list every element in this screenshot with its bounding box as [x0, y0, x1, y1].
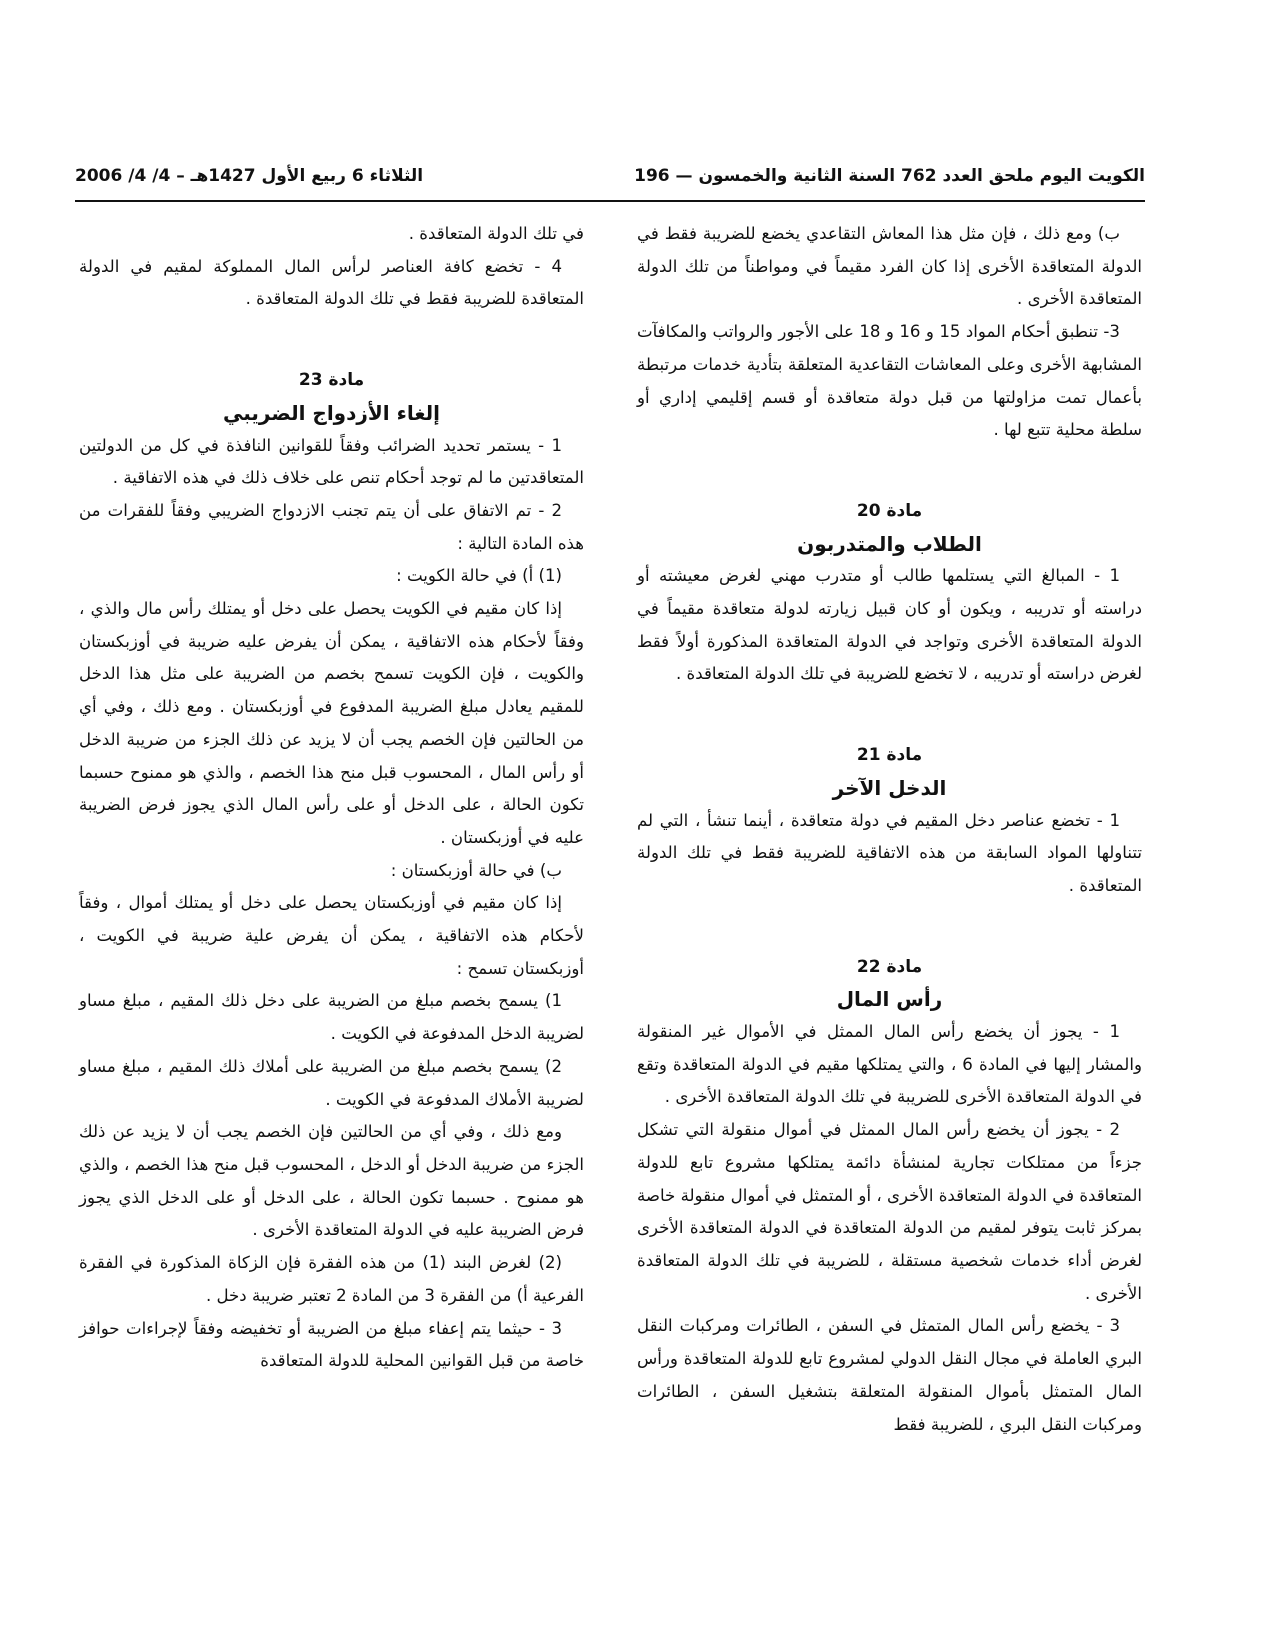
- spacer: [637, 447, 1142, 473]
- paragraph: (2) لغرض البند (1) من هذه الفقرة فإن الزكاة المذكورة في الفقرة الفرعية أ) من الفقرة 3 من المادة 2 تعتبر ضريبة دخل .: [79, 1253, 584, 1305]
- paragraph: ب) في حالة أوزبكستان :: [390, 860, 562, 880]
- article-title: الدخل الآخر: [832, 775, 947, 800]
- paragraph: (1) أ) في حالة الكويت :: [396, 566, 562, 586]
- article-number: مادة 20: [856, 500, 923, 521]
- paragraph: 1 - يستمر تحديد الضرائب وفقاً للقوانين النافذة في كل من الدولتين المتعاقدتين ما لم توجد أحكام تنص على خلاف ذلك في هذه الاتفاقية .: [79, 435, 584, 488]
- header-date: الثلاثاء 6 ربيع الأول 1427هـ – 4/ 4/ 2006: [75, 166, 424, 186]
- paragraph: ومع ذلك ، وفي أي من الحالتين فإن الخصم يجب أن لا يزيد عن ذلك الجزء من ضريبة الدخل أو الدخل ، المحسوب قبل منح هذا الخصم ، والذي هو ممنوح . حسبما تكون الحالة ، على الدخل أو على الدخل الذي يجوز فرض الضريبة عليه في الدولة المتعاقدة الأخرى .: [79, 1122, 584, 1240]
- page-header: [75, 160, 1145, 196]
- paragraph: 1) يسمح بخصم مبلغ من الضريبة على دخل ذلك المقيم ، مبلغ مساو لضريبة الدخل المدفوعة في الكويت .: [79, 991, 584, 1044]
- right-column: [637, 218, 1142, 1441]
- spacer: [79, 316, 584, 342]
- paragraph: 1 - تخضع عناصر دخل المقيم في دولة متعاقدة ، أينما تنشأ ، التي لم تتناولها المواد السابقة من هذه الاتفاقية للضريبة فقط في تلك الدولة المتعاقدة .: [637, 810, 1142, 895]
- article-title: رأس المال: [836, 987, 943, 1012]
- paragraph: 2) يسمح بخصم مبلغ من الضريبة على أملاك ذلك المقيم ، مبلغ مساو لضريبة الأملاك المدفوعة في الكويت .: [79, 1056, 584, 1109]
- paragraph: 1 - يجوز أن يخضع رأس المال الممثل في الأموال غير المنقولة والمشار إليها في المادة 6 ، والتي يمتلكها مقيم في الدولة المتعاقدة وتقع في الدولة المتعاقدة الأخرى للضريبة في تلك الدولة المتعاقدة الأخرى .: [637, 1022, 1142, 1107]
- paragraph: في تلك الدولة المتعاقدة .: [408, 224, 584, 243]
- article-number: مادة 23: [298, 370, 365, 391]
- article-title: إلغاء الأزدواج الضريبي: [223, 400, 440, 425]
- paragraph: إذا كان مقيم في الكويت يحصل على دخل أو يمتلك رأس مال والذي ، وفقاً لأحكام هذه الاتفاقية ، يمكن أن يفرض عليه ضريبة في أوزبكستان والكويت ، فإن الكويت تسمح بخصم من الضريبة على مثل هذا الدخل للمقيم يعادل مبلغ الضريبة المدفوع في أوزبكستان . ومع ذلك ، وفي أي من الحالتين فإن الخصم يجب أن لا يزيد عن ذلك الجزء من ضريبة الدخل أو رأس المال ، المحسوب قبل منح هذا الخصم ، والذي هو ممنوح حسبما تكون الحالة ، على الدخل أو على رأس المال الذي يجوز فرض الضريبة عليه في أوزبكستان .: [79, 599, 584, 847]
- header-publication: الكويت اليوم ملحق العدد 762 السنة الثانية والخمسون — 196: [634, 166, 1145, 186]
- paragraph: إذا كان مقيم في أوزبكستان يحصل على دخل أو يمتلك أموال ، وفقاً لأحكام هذه الاتفاقية ، يمكن أن يفرض علية ضريبة في الكويت ، أوزبكستان تسمح :: [79, 893, 584, 978]
- paragraph: 1 - المبالغ التي يستلمها طالب أو متدرب مهني لغرض معيشته أو دراسته أو تدريبه ، ويكون أو كان قبيل زيارته لدولة متعاقدة مقيماً في الدولة المتعاقدة الأخرى وتواجد في الدولة المتعاقدة المذكورة أولاً فقط لغرض دراسته أو تدريبه ، لا تخضع للضريبة في تلك الدولة المتعاقدة .: [637, 566, 1142, 684]
- article-number: مادة 22: [856, 956, 923, 977]
- paragraph: 3- تنطبق أحكام المواد 15 و 16 و 18 على الأجور والرواتب والمكافآت المشابهة الأخرى وعلى المعاشات التقاعدية المتعلقة بتأدية خدمات مرتبطة بأعمال تمت مزاولتها من قبل دولة متعاقدة أو قسم إقليمي إداري أو سلطة محلية تتبع لها .: [637, 322, 1142, 440]
- paragraph: 4 - تخضع كافة العناصر لرأس المال المملوكة لمقيم في الدولة المتعاقدة للضريبة فقط في تلك الدولة المتعاقدة .: [79, 256, 584, 309]
- article-number: مادة 21: [856, 745, 923, 766]
- left-column: [79, 218, 584, 1378]
- article-title: الطلاب والمتدربون: [797, 531, 982, 556]
- spacer: [637, 691, 1142, 717]
- paragraph: 2 - يجوز أن يخضع رأس المال الممثل في أموال منقولة التي تشكل جزءاً من ممتلكات تجارية لمنشأة دائمة يمتلكها مشروع تابع للدولة المتعاقدة في الدولة المتعاقدة الأخرى ، أو المتمثل في أموال منقولة خاصة بمركز ثابت يتوفر لمقيم من الدولة المتعاقدة في الدولة المتعاقدة الأخرى لغرض أداء خدمات شخصية مستقلة ، للضريبة في تلك الدولة المتعاقدة الأخرى .: [637, 1120, 1142, 1303]
- paragraph: 3 - حيثما يتم إعفاء مبلغ من الضريبة أو تخفيضه وفقاً لإجراءات حوافز خاصة من قبل القوانين المحلية للدولة المتعاقدة: [79, 1318, 584, 1371]
- spacer: [637, 903, 1142, 929]
- header-divider: [75, 200, 1145, 202]
- paragraph: ب) ومع ذلك ، فإن مثل هذا المعاش التقاعدي يخضع للضريبة فقط في الدولة المتعاقدة الأخرى إذا كان الفرد مقيماً في ومواطناً من تلك الدولة المتعاقدة الأخرى .: [637, 224, 1142, 309]
- paragraph: 2 - تم الاتفاق على أن يتم تجنب الازدواج الضريبي وفقاً للفقرات من هذه المادة التالية :: [79, 500, 584, 553]
- paragraph: 3 - يخضع رأس المال المتمثل في السفن ، الطائرات ومركبات النقل البري العاملة في مجال النقل الدولي لمشروع تابع للدولة المتعاقدة ورأس المال المتمثل بأموال المنقولة المتعلقة بتشغيل السفن ، الطائرات ومركبات النقل البري ، للضريبة فقط: [637, 1316, 1142, 1434]
